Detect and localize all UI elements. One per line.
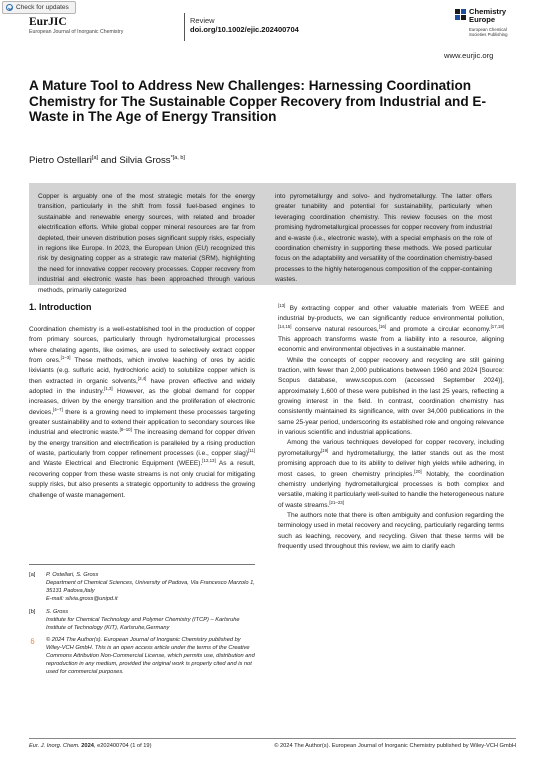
affiliation-footnote <box>29 609 255 633</box>
citation-ref[interactable]: [11] <box>248 447 255 453</box>
citation-ref[interactable]: [16] <box>378 323 387 329</box>
journal-full-name: European Journal of Inorganic Chemistry <box>29 29 124 35</box>
check-updates-icon <box>6 4 13 11</box>
journal-header <box>29 16 123 35</box>
citation-ref[interactable]: [8–10] <box>119 427 132 433</box>
affiliation-footnote <box>29 572 255 604</box>
author-list <box>29 155 185 166</box>
author-affiliation: *[a, b] <box>170 155 185 161</box>
author-name: Pietro Ostellari <box>29 155 92 167</box>
open-access-lock-icon <box>30 638 35 644</box>
paragraph: Coordination chemistry is a well-established tool in the production of copper from primary sources, particularly through hydrometallurgical processes where chelating agents, like oximes, are used to selectively extract copper from ores.[1–3] These methods, which involve leaching of ores by acidic lixiviants (e.g. sulfuric acid, hydrochloric acid) to solubilize copper which is then extracted in organic solvents,[2,4] have proven effective and widely adopted in the industry.[1,3] However, as the global demand for copper increases, driven by the energy transition and the proliferation of electronic devices,[4–7] there is a growing need to implement these processes targeting greater sustainability and to extend their application to secondary sources like industrial and electronic waste.[8–10] The increasing demand for copper driven by the energy transition and electrification is paralleled by a rising production of waste, particularly from copper refinement processes (i.e., copper slag)[11] and Waste Electrical and Electronic Equipment (WEEE).[12,13] As a result, recovering copper from these waste streams is not only crucial for mitigating supply risks, but also presents a strategic opportunity to address the growing challenge of waste management. <box>29 326 255 499</box>
paragraph: While the concepts of copper recovery and recycling are still gaining traction, with fewer than 2,000 publications between 1960 and 2024 [Source: Scopus database, www.scopus.com (accessed September 2024)], approximately 1,600 of these were published in the last 25 years, reflecting a growing interest in the field. In contrast, coordination chemistry has consistently maintained its significance, with over 34,000 publications in the same 25-year period, underscoring its established role and ongoing relevance in various scientific and industrial applications. <box>278 356 504 437</box>
paragraph: The authors note that there is often ambiguity and confusion regarding the terminology used in metal recovery and recycling, particularly regarding terms such as leaching, recovery, and recycling. Given that these terms will be frequently used throughout this review, we aim to clarify each <box>278 511 504 550</box>
open-access-text: © 2024 The Author(s). European Journal of Inorganic Chemistry published by Wiley-VCH GmbH. This is an open access article under the terms of the Creative Commons Attribution Non-Commercial License, which permits use, distribution and reproduction in any medium, provided the original work is properly cited and is not used for commercial purposes. <box>46 637 255 675</box>
citation-ref[interactable]: [20] <box>414 468 422 474</box>
publisher-name: Chemistry Europe <box>469 7 507 25</box>
paragraph: [13] By extracting copper and other valuable materials from WEEE and industrial by-products, we can significantly reduce environmental pollution,[14,15] conserve natural resources,[16] and promote a circular economy.[17,18] This approach transforms waste from a liability into a resource, aligning economic and environmental objectives in a sustainable manner. <box>278 302 504 354</box>
footer-copyright: © 2024 The Author(s). European Journal of Inorganic Chemistry published by Wiley-VCH GmbH <box>274 743 516 749</box>
footnote-names: S. Gross <box>46 609 69 615</box>
publisher-subtitle: European Chemical Societies Publishing <box>469 27 508 38</box>
footer-divider <box>29 738 516 739</box>
abstract-text: Copper is arguably one of the most strategic metals for the energy transition, particularly in the shift from fossil fuel-based engines to sustainable and renewable energy sources, with related and broader electrification efforts. While global copper mineral resources are far from depleted, their uneven distribution poses significant supply risks, especially in regions like Europe. In 2023, the European Union (EU) recognized this risk by designating copper as a strategic raw material (SRM), highlighting the need for innovative copper recovery processes. Copper recovery from industrial and electronic waste has been approached through various methods, primarily categorized <box>38 193 255 294</box>
citation-ref[interactable]: [4–7] <box>53 406 63 412</box>
footnote-email[interactable]: E-mail: silvia.gross@unipd.it <box>46 595 118 602</box>
paragraph: Among the various techniques developed for copper recovery, including pyrometallurgy[19] and hydrometallurgy, the latter stands out as the most promising approach due to its ability to deliver high yields while adhering, in most cases, to green chemistry principles.[20] Notably, the coordination chemistry underlying hydrometallurgical processes is both complex and versatile, making it particularly well-suited to handle the heterogeneous nature of waste streams.[21–23] <box>278 439 504 509</box>
citation-ref[interactable]: [2,4] <box>137 375 147 381</box>
footnote-divider <box>29 564 255 565</box>
doi-link[interactable]: doi.org/10.1002/ejic.202400704 <box>190 25 299 34</box>
citation-ref[interactable]: [21–23] <box>329 499 344 505</box>
body-column-right <box>278 304 504 552</box>
citation-ref[interactable]: [13] <box>278 302 286 308</box>
citation-ref[interactable]: [17,18] <box>490 323 504 329</box>
author-name: Silvia Gross <box>119 155 171 167</box>
footnote-label: [a] <box>29 572 36 578</box>
journal-url[interactable]: www.eurjic.org <box>444 51 494 60</box>
author-separator: and <box>98 155 120 167</box>
open-access-footnote <box>29 637 255 677</box>
citation-ref[interactable]: [1,3] <box>104 385 113 391</box>
article-type: Review <box>190 16 215 25</box>
footnote-names: P. Ostellari, S. Gross <box>46 572 99 578</box>
check-for-updates-badge[interactable] <box>2 1 76 14</box>
body-column-left <box>29 325 255 501</box>
footer-citation: Eur. J. Inorg. Chem. 2024, e202400704 (1 of 19) <box>29 743 152 749</box>
section-heading: 1. Introduction <box>29 302 92 312</box>
citation-ref[interactable]: [1–3] <box>60 354 71 360</box>
footnote-institution: Institute for Chemical Technology and Polymer Chemistry (ITCP) – Karlsruhe Institute of Technology (KIT), Karlsruhe,Germany <box>46 616 240 631</box>
citation-ref[interactable]: [14,15] <box>278 323 292 329</box>
abstract-text: into pyrometallurgy and solvo- and hydrometallurgy. The latter offers greater tunability and potential for sustainability, particularly when leveraging coordination chemistry. This review focuses on the most promising hydrometallurgical processes for copper recovery from industrial and e-waste (i.e., electronic waste), with a special emphasis on the role of coordination chemistry in supporting these methods. We posed particular focus on the adaptability and versatility of the coordination chemistry-based processes to the highly heterogenous composition of the copper-containing wastes. <box>275 193 492 284</box>
citation-ref[interactable]: [19] <box>320 447 329 453</box>
footnote-institution: Department of Chemical Sciences, University of Padova, Via Francesco Marzolo 1, 35131 Padova,Italy <box>46 579 255 594</box>
article-title: A Mature Tool to Address New Challenges: Harnessing Coordination Chemistry for The Sustainable Copper Recovery from Industrial and E-Waste in The Age of Energy Transition <box>29 78 486 125</box>
header-divider <box>184 13 185 41</box>
citation-ref[interactable]: [12,13] <box>202 458 216 464</box>
footnote-label: [b] <box>29 609 36 615</box>
chemistry-europe-logo-icon <box>455 9 466 20</box>
author-affiliation: [a] <box>91 155 99 161</box>
check-for-updates-label: Check for updates <box>16 4 69 11</box>
journal-short-name: EurJIC <box>29 16 67 28</box>
